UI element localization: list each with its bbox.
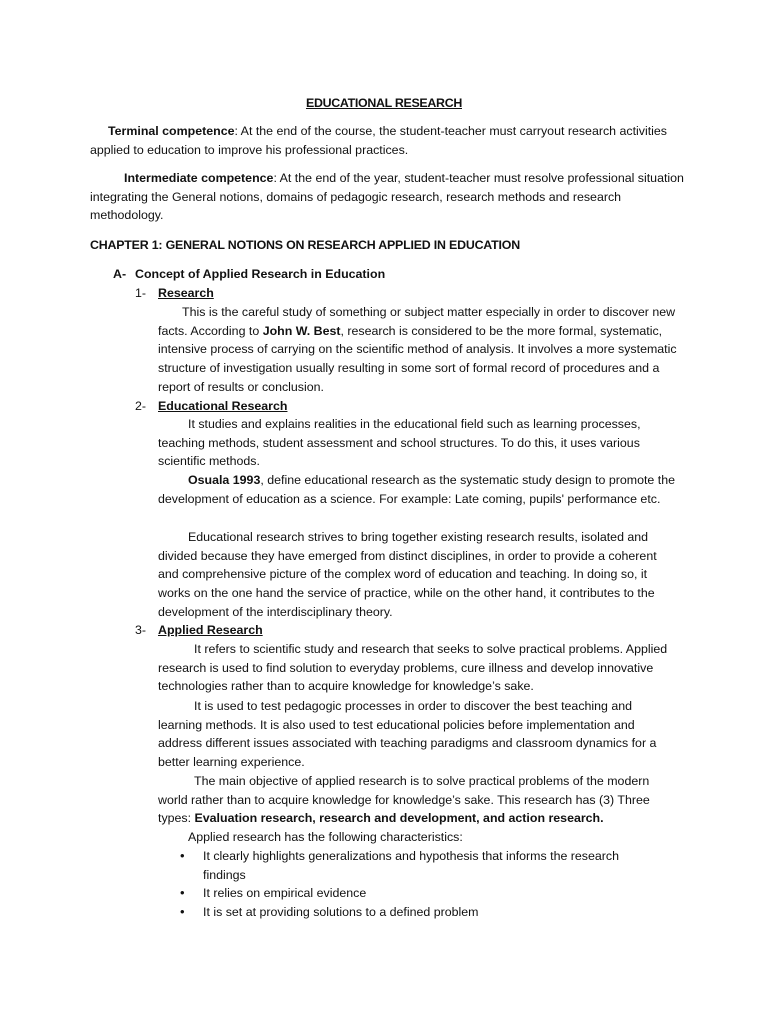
- terminal-competence-paragraph: [90, 122, 690, 159]
- bullet-icon: •: [180, 848, 185, 863]
- list-item: [180, 903, 660, 922]
- intermediate-competence-paragraph: [90, 169, 690, 225]
- terminal-competence-label: Terminal competence: [108, 124, 235, 138]
- item1-text-after: , research is considered to be the more formal, systematic, intensive process of carrying on the scientific method of analysis. It involves a more systematic structure of investigation usually resulting in some sort of formal record of procedures and a report of results or conclusion.: [158, 323, 677, 394]
- list-item: [180, 884, 660, 903]
- bullet-icon: •: [180, 904, 185, 919]
- item2-paragraph-2-text: , define educational research as the systematic study design to promote the development of education as a science. For example: Late coming, pupils' performance etc.: [158, 473, 675, 506]
- terminal-competence-text: : At the end of the course, the student-teacher must carryout research activities applied to education to improve his professional practices.: [90, 124, 668, 157]
- item3-paragraph-3-text: The main objective of applied research is to solve practical problems of the modern world rather than to acquire knowledge for knowledge’s sake. This research has (3) Three types:: [158, 774, 650, 826]
- item2-title: Educational Research: [158, 399, 288, 413]
- bullet-text: It is set at providing solutions to a defined problem: [203, 905, 479, 919]
- intermediate-competence-text: : At the end of the year, student-teacher must resolve professional situation integrating the General notions, domains of pedagogic research, research methods and research methodology.: [90, 171, 684, 223]
- item2-marker: 2-: [135, 399, 147, 413]
- chapter-heading: CHAPTER 1: GENERAL NOTIONS ON RESEARCH APPLIED IN EDUCATION: [90, 238, 520, 252]
- item2-paragraph-3: Educational research strives to bring together existing research results, isolated and divided because they have emerged from distinct disciplines, in order to provide a coherent and comprehensive picture of the complex word of education and teaching. In doing so, it works on the one hand the service of practice, while on the other hand, it contributes to the development of the interdisciplinary theory.: [158, 530, 657, 619]
- item3-paragraph-4: Applied research has the following characteristics:: [188, 830, 463, 844]
- section-a-title: Concept of Applied Research in Education: [135, 267, 386, 281]
- bullet-icon: •: [180, 885, 185, 900]
- intermediate-competence-label: Intermediate competence: [124, 171, 274, 185]
- item2-paragraph-2: [158, 471, 678, 508]
- item1-title: Research: [158, 286, 214, 300]
- list-item: [180, 847, 660, 884]
- item3-marker: 3-: [135, 623, 147, 637]
- item3-research-types: Evaluation research, research and development, and action research.: [194, 811, 604, 826]
- item1-paragraph: [158, 303, 678, 397]
- item3-paragraph-3: [158, 772, 678, 828]
- section-a-heading: [113, 265, 385, 284]
- item3-paragraph-2: It is used to test pedagogic processes in order to discover the best teaching and learning methods. It is also used to test educational policies before implementation and address different issues associated with teaching paradigms and classroom dynamics for a better learning experience.: [158, 699, 657, 770]
- item3-paragraph-1: It refers to scientific study and research that seeks to solve practical problems. Applied research is used to find solution to everyday problems, cure illness and develop innovative technologies rather than to acquire knowledge for knowledge’s sake.: [158, 642, 668, 694]
- item3-title: Applied Research: [158, 623, 263, 637]
- item2-paragraph-1: It studies and explains realities in the educational field such as learning processes, teaching methods, student assessment and school structures. To do this, it uses various scientific methods.: [158, 417, 641, 469]
- bullet-text: It relies on empirical evidence: [203, 886, 367, 900]
- item1-author: John W. Best: [262, 323, 341, 338]
- item2-author: Osuala 1993: [188, 473, 261, 487]
- item1-text-before: This is the careful study of something or subject matter especially in order to discover new facts. According to: [158, 305, 676, 338]
- document-title: EDUCATIONAL RESEARCH: [305, 96, 462, 110]
- bullet-text: It clearly highlights generalizations and hypothesis that informs the research findings: [203, 849, 619, 882]
- item1-marker: 1-: [135, 286, 147, 300]
- section-a-marker: A-: [113, 267, 127, 281]
